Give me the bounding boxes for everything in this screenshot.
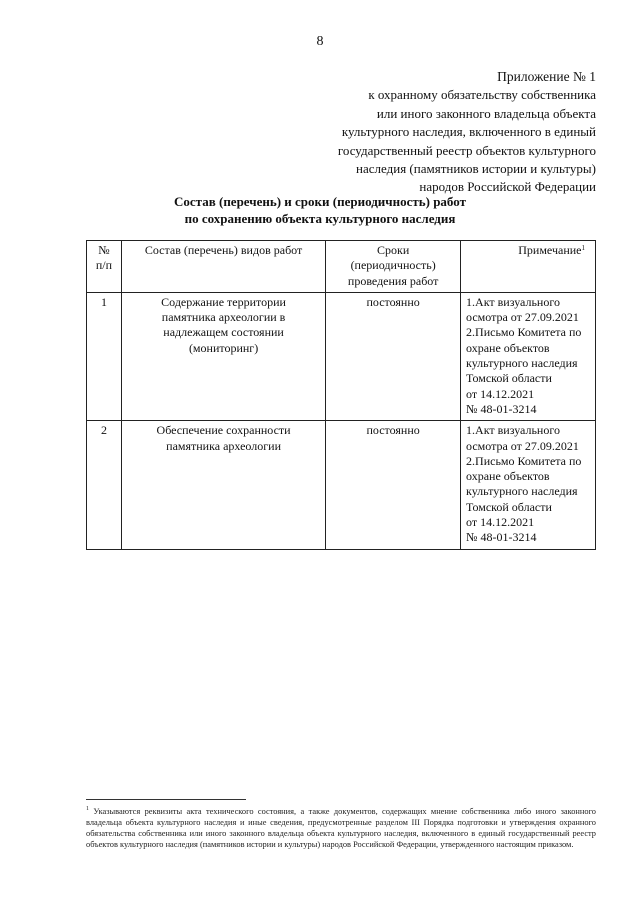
row-note-line: от 14.12.2021 bbox=[466, 386, 535, 401]
footnote bbox=[86, 806, 596, 850]
row-works bbox=[121, 292, 325, 420]
row-note bbox=[461, 421, 596, 549]
table-row bbox=[87, 421, 596, 549]
appendix-header bbox=[216, 68, 596, 197]
header-note-label: Примечание bbox=[518, 243, 582, 257]
table-header-row bbox=[87, 241, 596, 293]
header-terms-line: (периодичность) bbox=[350, 258, 436, 273]
row-works-line: Обеспечение сохранности bbox=[156, 423, 291, 438]
header-note bbox=[461, 241, 596, 293]
row-works-line: памятника археологии в bbox=[161, 310, 286, 325]
row-note-line: № 48-01-3214 bbox=[466, 530, 537, 545]
row-works bbox=[121, 421, 325, 549]
row-term: постоянно bbox=[326, 292, 461, 420]
row-note-line: культурного наследия bbox=[466, 356, 578, 371]
row-note-line: охране объектов bbox=[466, 469, 550, 484]
appendix-line: народов Российской Федерации bbox=[419, 179, 596, 195]
document-title bbox=[0, 193, 640, 227]
row-note-line: 1.Акт визуального bbox=[466, 423, 560, 438]
row-note-line: от 14.12.2021 bbox=[466, 515, 535, 530]
table-row bbox=[87, 292, 596, 420]
row-note-line: 2.Письмо Комитета по bbox=[466, 453, 582, 468]
row-note-line: № 48-01-3214 bbox=[466, 401, 537, 416]
footnote-marker: 1 bbox=[86, 806, 89, 812]
footnote-divider bbox=[86, 799, 246, 800]
row-note-line: Томской области bbox=[466, 371, 552, 386]
header-works: Состав (перечень) видов работ bbox=[121, 241, 325, 293]
row-works-line: надлежащем состоянии bbox=[163, 325, 284, 340]
appendix-line: наследия (памятников истории и культуры) bbox=[356, 161, 596, 177]
row-note-line: осмотра от 27.09.2021 bbox=[466, 310, 579, 325]
header-terms-line: проведения работ bbox=[347, 273, 439, 288]
appendix-line: к охранному обязательству собственника bbox=[368, 87, 596, 103]
row-works-line: (мониторинг) bbox=[188, 340, 259, 355]
footnote-ref: 1 bbox=[581, 244, 585, 252]
document-title-line2: по сохранению объекта культурного наследия bbox=[184, 211, 456, 226]
header-number-line: № bbox=[98, 243, 110, 257]
row-works-line: памятника археологии bbox=[166, 438, 282, 453]
page-number: 8 bbox=[316, 34, 324, 49]
document-title-line1: Состав (перечень) и сроки (периодичность) работ bbox=[174, 194, 466, 209]
header-terms bbox=[326, 241, 461, 293]
row-works-line: Содержание территории bbox=[161, 294, 286, 309]
row-note-line: охране объектов bbox=[466, 340, 550, 355]
row-number: 2 bbox=[87, 421, 122, 549]
appendix-line: государственный реестр объектов культурного bbox=[337, 142, 596, 158]
row-note-line: осмотра от 27.09.2021 bbox=[466, 438, 579, 453]
header-terms-line: Сроки bbox=[377, 243, 410, 257]
row-note-line: культурного наследия bbox=[466, 484, 578, 499]
works-table bbox=[86, 240, 596, 550]
row-note bbox=[461, 292, 596, 420]
header-number bbox=[87, 241, 122, 293]
appendix-line: культурного наследия, включенного в единый bbox=[341, 124, 596, 140]
row-note-line: 1.Акт визуального bbox=[466, 294, 560, 309]
row-term: постоянно bbox=[326, 421, 461, 549]
footnote-text: Указываются реквизиты акта технического состояния, а также документов, содержащих мнение собственника либо иного законного владельца объекта культурного наследия и иные сведения, предусмотренные разделом III Порядка подготовки и утверждения охранного обязательства собственника или иного законного владельца объекта культурного наследия, включенного в единый государственный реестр объектов культурного наследия (памятников истории и культуры) народов Российской Федерации, утвержденного настоящим приказом. bbox=[86, 807, 596, 849]
row-note-line: Томской области bbox=[466, 499, 552, 514]
row-note-line: 2.Письмо Комитета по bbox=[466, 325, 582, 340]
header-number-line: п/п bbox=[95, 258, 113, 273]
appendix-line: или иного законного владельца объекта bbox=[376, 105, 596, 121]
appendix-title: Приложение № 1 bbox=[497, 69, 596, 84]
row-number: 1 bbox=[87, 292, 122, 420]
